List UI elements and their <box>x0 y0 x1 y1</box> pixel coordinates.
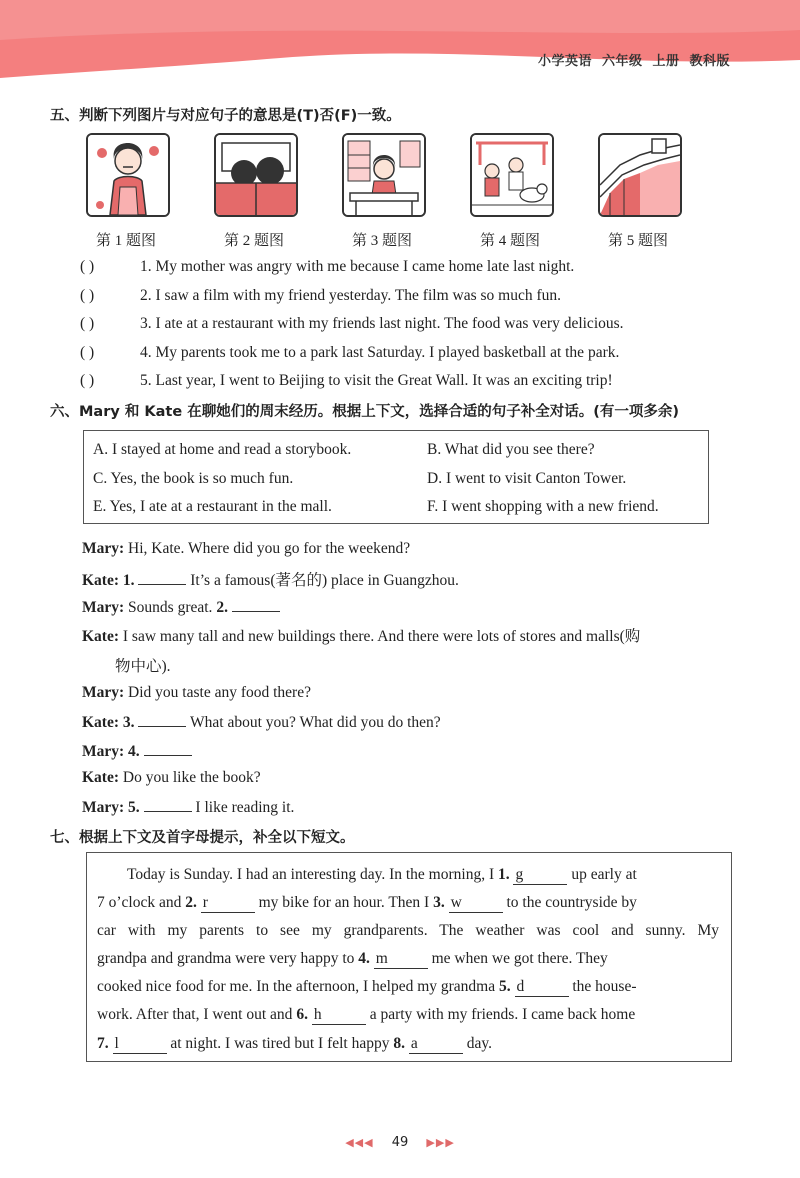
dialogue-line-4 <box>82 624 640 646</box>
blank-number: 1. <box>122 572 135 589</box>
tf-item-3 <box>80 315 624 333</box>
tf-item-1 <box>80 258 574 276</box>
passage-text: work. After that, I went out and <box>97 1006 293 1023</box>
option-d: D. I went to visit Canton Tower. <box>427 470 627 487</box>
picture-2-cinema <box>214 133 298 217</box>
passage-text: to the countryside by <box>506 894 637 911</box>
line-text: Did you taste any food there? <box>128 684 311 701</box>
blank-number: 5. <box>128 799 140 816</box>
dialogue-line-2 <box>82 568 459 590</box>
passage-blank-5[interactable]: d <box>515 978 569 997</box>
blank-number: 2. <box>185 894 197 911</box>
dialogue-line-7 <box>82 741 192 761</box>
passage-blank-8[interactable]: a <box>409 1035 463 1054</box>
picture-5-great-wall <box>598 133 682 217</box>
caption-2: 第 2 题图 <box>223 233 284 249</box>
line-text: I like reading it. <box>195 799 295 816</box>
section5-title: 五、判断下列图片与对应句子的意思是(T)否(F)一致。 <box>50 108 401 124</box>
passage-text: Today is Sunday. I had an interesting day. In the morning, I <box>127 866 495 883</box>
passage-blank-2[interactable]: r <box>201 894 255 913</box>
tf-item-text: 4. My parents took me to a park last Saturday. I played basketball at the park. <box>140 344 620 361</box>
tf-item-2 <box>80 287 561 305</box>
answer-paren[interactable]: ( ) <box>80 315 95 332</box>
tf-item-text: 2. I saw a film with my friend yesterday. The film was so much fun. <box>140 287 561 304</box>
line-text: Hi, Kate. Where did you go for the weekend? <box>128 540 411 557</box>
passage-text: a party with my friends. I came back home <box>369 1006 636 1023</box>
page-number: 49 <box>391 1135 409 1150</box>
caption-5: 第 5 题图 <box>607 233 668 249</box>
blank-number: 7. <box>97 1035 109 1052</box>
passage-blank-3[interactable]: w <box>449 894 503 913</box>
answer-blank-1[interactable] <box>138 570 186 585</box>
line-text: Sounds great. <box>128 599 213 616</box>
header-band <box>0 0 800 82</box>
passage-text: grandpa and grandma were very happy to <box>97 950 355 967</box>
tf-item-4 <box>80 344 619 362</box>
answer-paren[interactable]: ( ) <box>80 344 95 361</box>
header-subject: 小学英语 <box>537 54 592 69</box>
header-volume: 上册 <box>652 54 680 69</box>
caption-1: 第 1 题图 <box>95 233 156 249</box>
tf-item-text: 3. I ate at a restaurant with my friends last night. The food was very delicious. <box>140 315 624 332</box>
speaker: Kate: <box>82 769 120 786</box>
answer-paren[interactable]: ( ) <box>80 258 95 275</box>
passage-line-4 <box>97 950 719 969</box>
picture-3-restaurant <box>342 133 426 217</box>
blank-number: 8. <box>393 1035 405 1052</box>
passage-line-2 <box>97 894 719 913</box>
passage-line-6 <box>97 1006 719 1025</box>
line-text: What about you? What did you do then? <box>190 714 441 731</box>
picture-4-park <box>470 133 554 217</box>
left-arrows-icon: ◀◀◀ <box>345 1136 374 1149</box>
option-a: A. I stayed at home and read a storybook. <box>93 441 352 458</box>
picture-1-angry-mother <box>86 133 170 217</box>
blank-number: 4. <box>128 743 140 760</box>
line-text: It’s a famous(著名的) place in Guangzhou. <box>190 572 459 589</box>
blank-number: 2. <box>216 599 228 616</box>
passage-text: 7 o’clock and <box>97 894 182 911</box>
caption-4: 第 4 题图 <box>479 233 540 249</box>
passage-text: cooked nice food for me. In the afternoon, I helped my grandma <box>97 978 496 995</box>
speaker: Mary: <box>82 743 125 760</box>
header-edition: 教科版 <box>689 54 730 69</box>
dialogue-line-9 <box>82 797 294 817</box>
passage-line-3: car with my parents to see my grandparents. The weather was cool and sunny. My <box>97 922 719 939</box>
dialogue-line-6 <box>82 712 441 732</box>
passage-line-7 <box>97 1035 719 1054</box>
answer-blank-5[interactable] <box>144 797 192 812</box>
speaker: Mary: <box>82 599 125 616</box>
speaker: Mary: <box>82 540 125 557</box>
passage-text: me when we got there. They <box>431 950 608 967</box>
option-f: F. I went shopping with a new friend. <box>427 498 659 515</box>
tf-item-text: 1. My mother was angry with me because I came home late last night. <box>140 258 575 275</box>
line-text: Do you like the book? <box>122 769 261 786</box>
answer-blank-2[interactable] <box>232 597 280 612</box>
dialogue-line-1 <box>82 540 410 558</box>
section6-title: 六、Mary 和 Kate 在聊她们的周末经历。根据上下文，选择合适的句子补全对话。(有一项多余) <box>50 404 679 420</box>
passage-line-1 <box>127 866 719 885</box>
answer-paren[interactable]: ( ) <box>80 372 95 389</box>
answer-blank-4[interactable] <box>144 741 192 756</box>
speaker: Mary: <box>82 684 125 701</box>
answer-paren[interactable]: ( ) <box>80 287 95 304</box>
blank-number: 6. <box>296 1006 308 1023</box>
passage-text: up early at <box>571 866 637 883</box>
blank-number: 4. <box>358 950 370 967</box>
option-c: C. Yes, the book is so much fun. <box>93 470 294 487</box>
speaker: Kate: <box>82 628 120 645</box>
dialogue-line-8 <box>82 769 261 787</box>
speaker: Mary: <box>82 799 125 816</box>
dialogue-line-4-cont: 物中心). <box>115 658 171 675</box>
blank-number: 3. <box>433 894 445 911</box>
passage-blank-7[interactable]: l <box>113 1035 167 1054</box>
right-arrows-icon: ▶▶▶ <box>426 1136 455 1149</box>
passage-blank-6[interactable]: h <box>312 1006 366 1025</box>
blank-number: 3. <box>122 714 135 731</box>
passage-text: my bike for an hour. Then I <box>258 894 430 911</box>
passage-blank-4[interactable]: m <box>374 950 428 969</box>
passage-text: day. <box>466 1035 492 1052</box>
passage-box <box>86 852 732 1062</box>
speaker: Kate: <box>82 714 120 731</box>
header-label <box>528 50 730 69</box>
header-grade: 六年级 <box>601 54 643 69</box>
tf-item-5 <box>80 372 613 390</box>
blank-number: 1. <box>497 866 510 883</box>
option-b: B. What did you see there? <box>427 441 595 458</box>
options-box <box>83 430 709 524</box>
caption-3: 第 3 题图 <box>351 233 412 249</box>
dialogue-line-5 <box>82 684 311 702</box>
blank-number: 5. <box>499 978 511 995</box>
passage-text: the house- <box>572 978 637 995</box>
section7-title: 七、根据上下文及首字母提示，补全以下短文。 <box>50 830 355 846</box>
tf-item-text: 5. Last year, I went to Beijing to visit the Great Wall. It was an exciting trip! <box>140 372 613 389</box>
dialogue-line-3 <box>82 597 280 617</box>
passage-blank-1[interactable]: g <box>513 866 567 885</box>
speaker: Kate: <box>82 572 120 589</box>
answer-blank-3[interactable] <box>138 712 186 727</box>
passage-line-5 <box>97 978 719 997</box>
page-footer <box>0 1135 800 1150</box>
line-text: I saw many tall and new buildings there. And there were lots of stores and malls(购 <box>122 628 641 645</box>
option-e: E. Yes, I ate at a restaurant in the mall. <box>93 498 332 515</box>
passage-text: at night. I was tired but I felt happy <box>170 1035 390 1052</box>
